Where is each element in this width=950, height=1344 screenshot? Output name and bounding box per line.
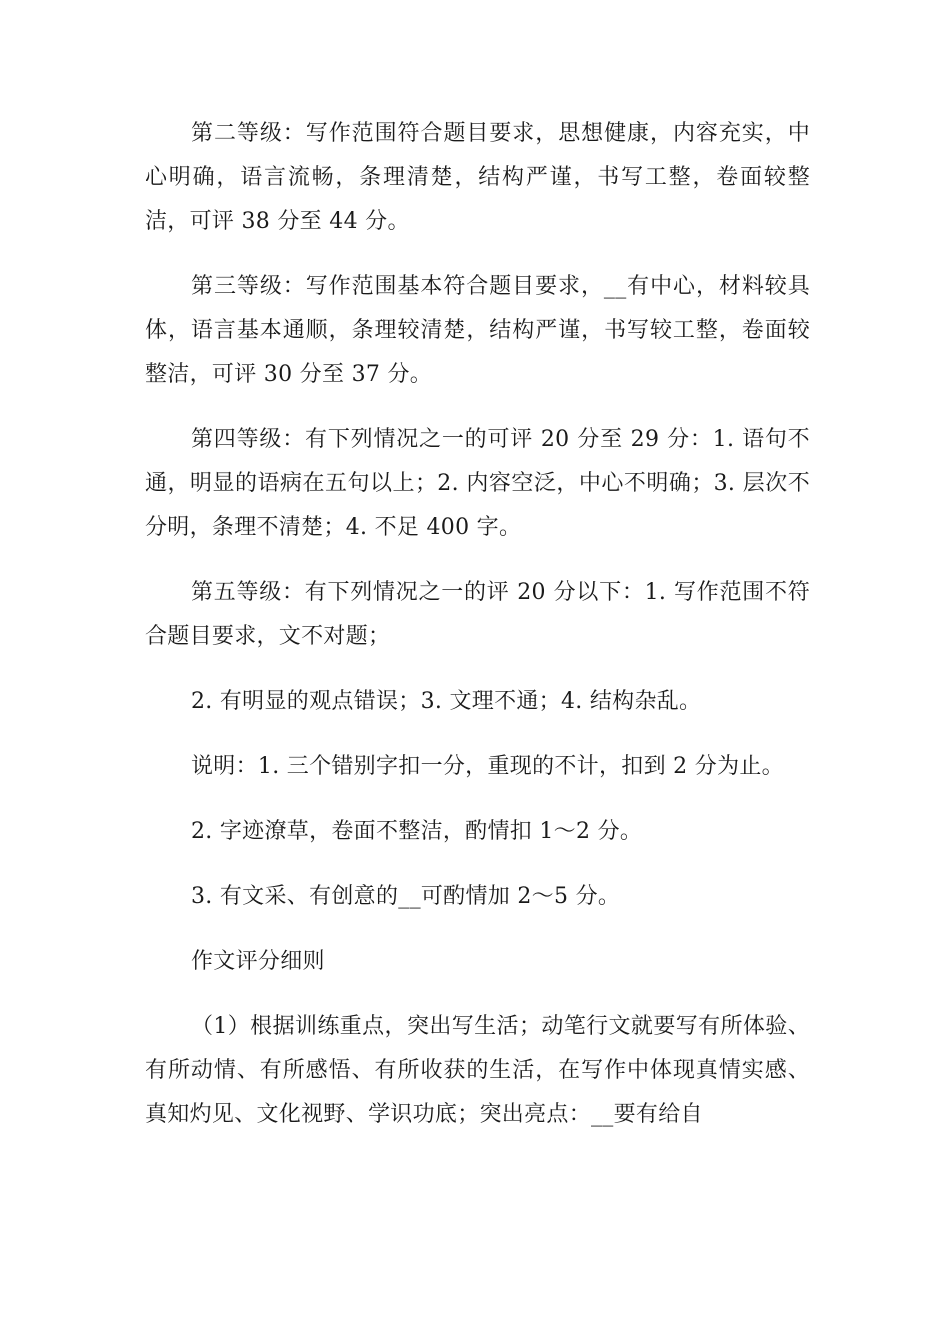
document-body [145,112,810,1158]
section-heading-scoring-rules: 作文评分细则 [191,949,325,974]
paragraph-grade-five-continued: 2. 有明显的观点错误；3. 文理不通；4. 结构杂乱。 [191,689,702,714]
paragraph-grade-three: 第三等级：写作范围基本符合题目要求，__有中心，材料较具体，语言基本通顺，条理较清楚，结构严谨，书写较工整，卷面较整洁，可评 30 分至 37 分。 [145,274,810,387]
paragraph-grade-four: 第四等级：有下列情况之一的可评 20 分至 29 分：1. 语句不通，明显的语病在五句以上；2. 内容空泛，中心不明确；3. 层次不分明，条理不清楚；4. 不足 400 字。 [145,427,810,540]
paragraph-note-three: 3. 有文采、有创意的__可酌情加 2～5 分。 [191,884,621,909]
paragraph-grade-two: 第二等级：写作范围符合题目要求，思想健康，内容充实，中心明确，语言流畅，条理清楚，结构严谨，书写工整，卷面较整洁，可评 38 分至 44 分。 [145,121,810,234]
paragraph-rule-one: （1）根据训练重点，突出写生活；动笔行文就要写有所体验、有所动情、有所感悟、有所收获的生活，在写作中体现真情实感、真知灼见、文化视野、学识功底；突出亮点：__要有给自 [145,1014,810,1127]
paragraph-note-one: 说明：1. 三个错别字扣一分，重现的不计，扣到 2 分为止。 [191,754,784,779]
paragraph-note-two: 2. 字迹潦草，卷面不整洁，酌情扣 1～2 分。 [191,819,643,844]
paragraph-grade-five: 第五等级：有下列情况之一的评 20 分以下：1. 写作范围不符合题目要求，文不对题； [145,580,810,649]
